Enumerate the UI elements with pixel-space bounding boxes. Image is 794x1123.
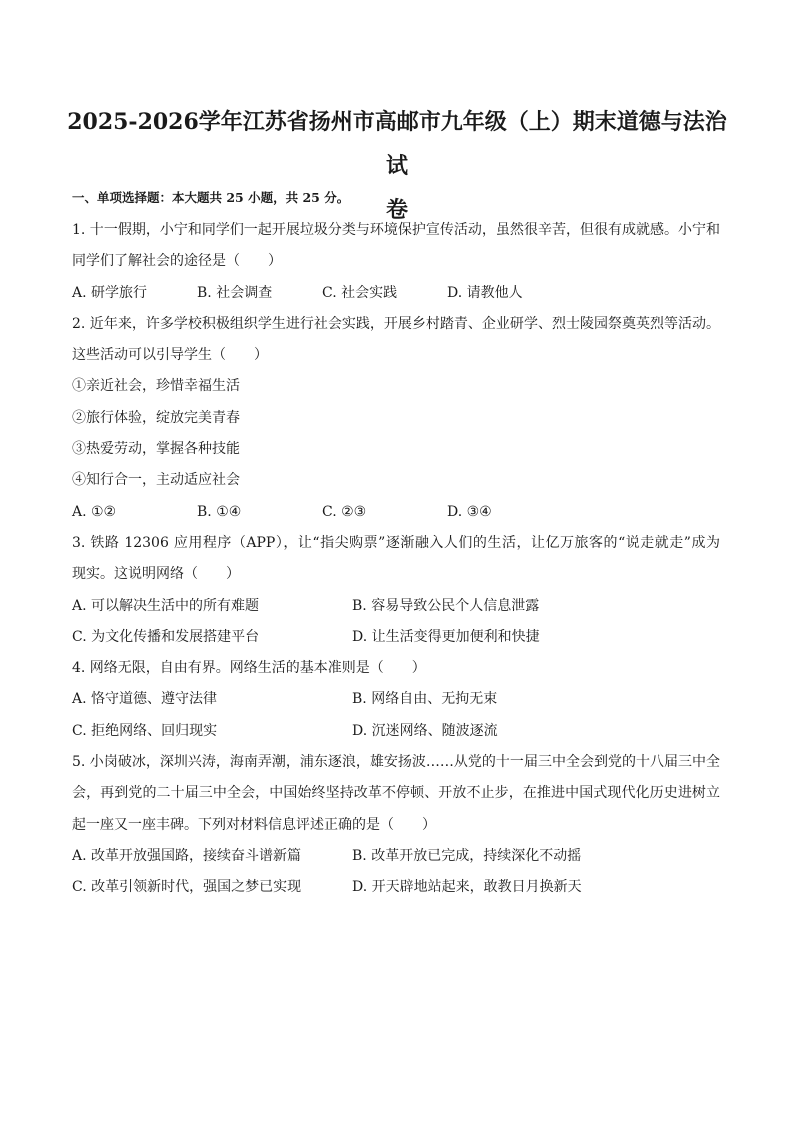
options-row [72, 841, 720, 872]
option-c: C. 社会实践 [322, 284, 398, 301]
section-header: 一、单项选择题：本大题共 25 小题，共 25 分。 [72, 190, 350, 205]
options-row [72, 278, 720, 309]
question-stem-line: 3. 铁路 12306 应用程序（APP），让“指尖购票”逐渐融入人们的生活，让亿万旅客的“说走就走”成为 [72, 534, 720, 551]
question-stem-line: 4. 网络无限，自由有界。网络生活的基本准则是（ ） [72, 660, 426, 677]
question-stem-line: 同学们了解社会的途径是（ ） [72, 253, 282, 270]
option-a: A. 研学旅行 [72, 284, 148, 301]
title-line-2: 卷 [385, 197, 408, 223]
questions-container [72, 215, 720, 904]
question-stem-line: 这些活动可以引导学生（ ） [72, 347, 268, 364]
statement-item: ①亲近社会，珍惜幸福生活 [72, 378, 240, 395]
title-line-1: 2025-2026学年江苏省扬州市高邮市九年级（上）期末道德与法治试 [67, 109, 727, 179]
option-b: B. 网络自由、无拘无束 [352, 691, 498, 708]
question-5 [72, 747, 720, 903]
options-row [72, 497, 720, 528]
options-row [72, 716, 720, 747]
options-row [72, 591, 720, 622]
options-row [72, 622, 720, 653]
option-d: D. 让生活变得更加便利和快捷 [352, 628, 540, 645]
option-d: D. 沉迷网络、随波逐流 [352, 722, 498, 739]
question-stem-line: 1. 十一假期，小宁和同学们一起开展垃圾分类与环境保护宣传活动，虽然很辛苦，但很有成就感。小宁和 [72, 222, 720, 238]
option-d: D. 请教他人 [447, 284, 523, 301]
option-d: D. ③④ [447, 503, 492, 520]
statement-item: ④知行合一，主动适应社会 [72, 472, 240, 489]
page-title [60, 100, 734, 232]
question-stem-line: 2. 近年来，许多学校积极组织学生进行社会实践，开展乡村踏青、企业研学、烈士陵园祭奠英烈等活动。 [72, 315, 720, 332]
option-b: B. 社会调查 [197, 284, 273, 301]
question-stem-line: 现实。这说明网络（ ） [72, 566, 240, 583]
statement-item: ③热爱劳动，掌握各种技能 [72, 441, 240, 458]
option-c: C. 为文化传播和发展搭建平台 [72, 628, 260, 645]
option-c: C. 拒绝网络、回归现实 [72, 722, 218, 739]
option-b: B. 改革开放已完成，持续深化不动摇 [352, 847, 582, 864]
option-a: A. 改革开放强国路，接续奋斗谱新篇 [72, 847, 302, 864]
option-b: B. ①④ [197, 503, 242, 520]
question-stem-line: 起一座又一座丰碑。下列对材料信息评述正确的是（ ） [72, 816, 436, 833]
option-a: A. ①② [72, 503, 117, 520]
question-3 [72, 528, 720, 653]
question-4 [72, 653, 720, 747]
options-row [72, 684, 720, 715]
option-c: C. 改革引领新时代，强国之梦已实现 [72, 879, 302, 896]
question-1 [72, 215, 720, 309]
option-c: C. ②③ [322, 503, 367, 520]
statement-item: ②旅行体验，绽放完美青春 [72, 409, 240, 426]
option-a: A. 恪守道德、遵守法律 [72, 691, 218, 708]
option-b: B. 容易导致公民个人信息泄露 [352, 597, 540, 614]
option-d: D. 开天辟地站起来，敢教日月换新天 [352, 879, 582, 896]
question-stem-line: 会，再到党的二十届三中全会，中国始终坚持改革不停顿、开放不止步，在推进中国式现代化历史进树立 [72, 785, 720, 802]
question-2 [72, 309, 720, 528]
option-a: A. 可以解决生活中的所有难题 [72, 597, 260, 614]
question-stem-line: 5. 小岗破冰，深圳兴涛，海南弄潮，浦东逐浪，雄安扬波……从党的十一届三中全会到党的十八届三中全 [72, 754, 720, 771]
options-row [72, 872, 720, 903]
